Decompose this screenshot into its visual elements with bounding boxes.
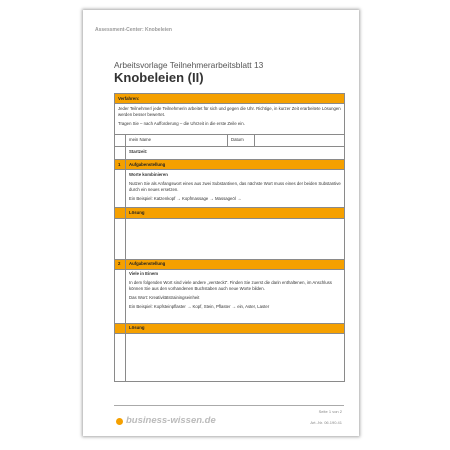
date-value-field[interactable] (255, 135, 345, 147)
start-time-field[interactable]: Startzeit: (126, 147, 345, 160)
logo-dot-icon (116, 418, 123, 425)
name-field[interactable]: mein Name (126, 135, 228, 147)
task-1-number: 1 (115, 160, 126, 170)
name-date-row (115, 135, 345, 147)
document-title: Knobeleien (II) (114, 70, 204, 85)
task-2-header: Aufgabenstellung (126, 259, 345, 269)
task-1-title: Worte kombinieren (129, 171, 168, 177)
date-field[interactable]: Datum (228, 135, 255, 147)
worksheet-table (114, 93, 345, 382)
task-1-text: Nutzen Sie als Anfangswort eines aus zwei Substantiven, das nächste Wort muss eines der beiden Substantive durch ein neues ersetzen. (129, 180, 341, 192)
procedure-row (115, 104, 345, 135)
task-1-header: Aufgabenstellung (126, 160, 345, 170)
task-2-solution-label: Lösung (126, 323, 345, 333)
footer-divider (114, 405, 344, 406)
task-1-solution-row (115, 218, 345, 259)
task-1-body-row (115, 170, 345, 208)
start-time-row (115, 147, 345, 160)
task-1-example: Ein Beispiel: Katzenkopf → Kopfmassage → Massageöl → (129, 195, 242, 201)
task-1-header-row (115, 160, 345, 170)
task-2-word: Das Wort: Kreativitätstrainingseinheit (129, 295, 200, 301)
task-2-body-row (115, 269, 345, 323)
task-1-solution-field[interactable] (126, 218, 345, 259)
task-2-number: 2 (115, 259, 126, 269)
task-2-solution-row (115, 334, 345, 382)
procedure-label: Verfahren: (115, 94, 345, 104)
task-2-example: Ein Beispiel: Kopfsteinpflaster → Kopf, Stein, Pflaster → ein, Aster, Laster (129, 303, 270, 309)
task-1-solution-header-row (115, 208, 345, 218)
task-2-text: In dem folgenden Wort sind viele andere „versteckt“. Finden Sie zuerst die darin enthaltenen, im Anschluss können Sie aus den vorhandenen Buchstaben auch neue Worte bilden. (129, 280, 332, 292)
page-number: Seite 1 von 2 (318, 409, 342, 414)
procedure-header-row (115, 94, 345, 104)
procedure-text: Jeder Teilnehmer/ jede Teilnehmerin arbeitet für sich und gegen die Uhr. Richtige, in kurzer Zeit erarbeitete Lösungen werden besser bewertet. (118, 105, 341, 117)
procedure-instruction: Tragen Sie – nach Aufforderung – die Uhrzeit in die erste Zeile ein. (118, 120, 245, 126)
task-2-solution-header-row (115, 323, 345, 333)
document-subtitle: Arbeitsvorlage Teilnehmerarbeitsblatt 13 (114, 60, 264, 70)
task-2-header-row (115, 259, 345, 269)
task-2-solution-field[interactable] (126, 334, 345, 382)
running-header: Assessment-Center: Knobeleien (95, 27, 172, 33)
task-1-solution-label: Lösung (126, 208, 345, 218)
footer-logo: business-wissen.de (126, 415, 216, 426)
task-2-title: Viele in Einem (129, 271, 159, 277)
article-number: Art.-Nr. 06.190.41 (310, 420, 342, 425)
